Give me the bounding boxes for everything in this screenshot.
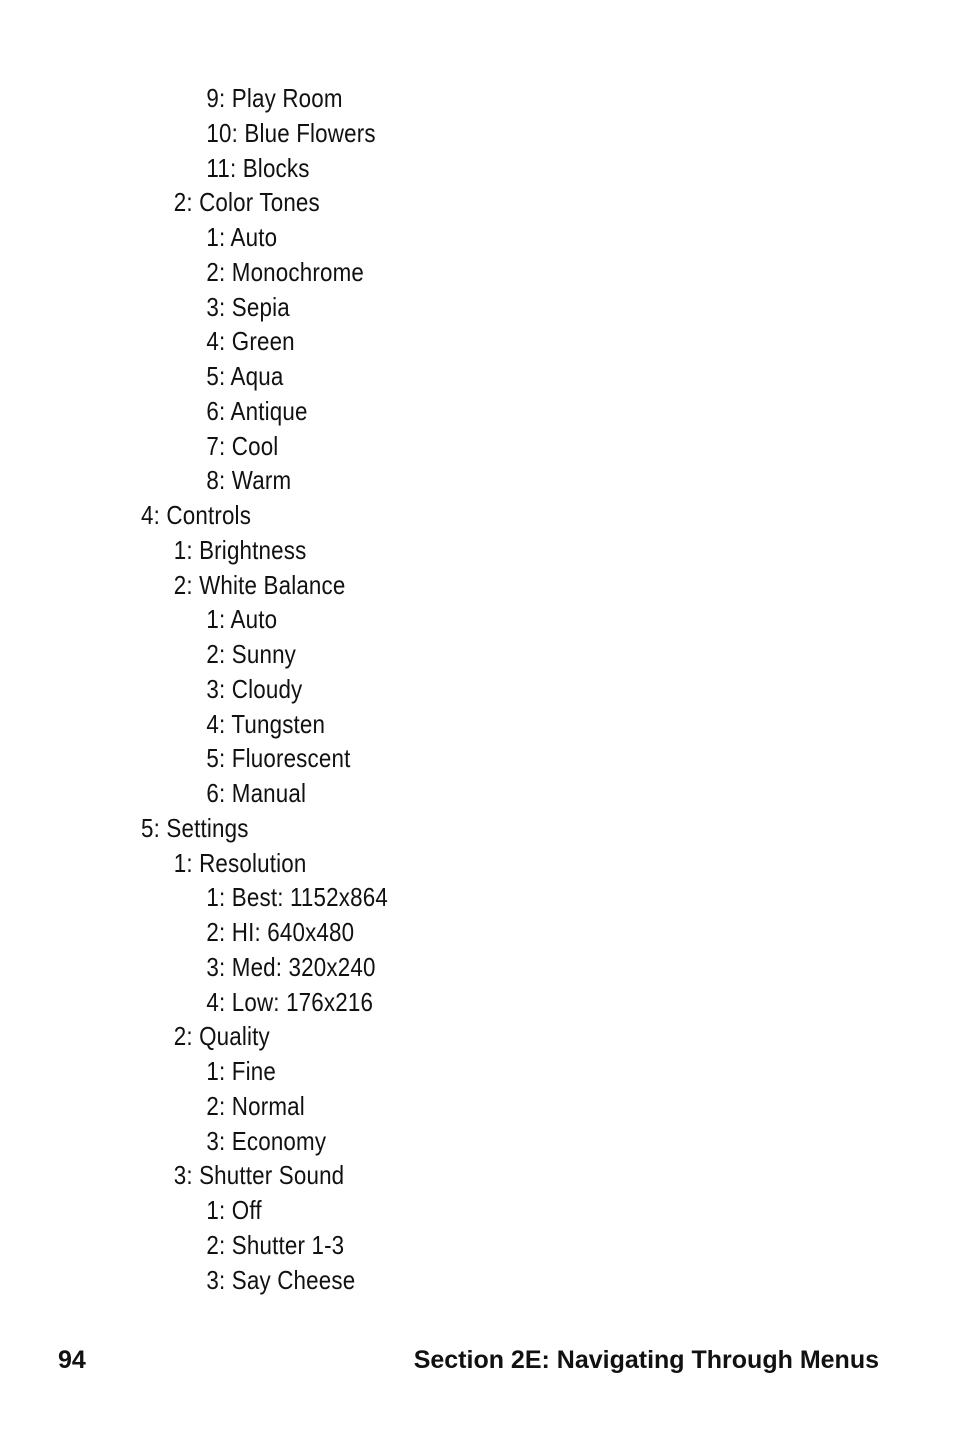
menu-item-level-2: 4: Tungsten (206, 708, 326, 739)
menu-item-level-2: 2: Sunny (206, 639, 297, 669)
page-footer (58, 1340, 879, 1380)
menu-item-level-2: 3: Med: 320x240 (206, 951, 376, 982)
menu-outline (0, 81, 954, 1297)
menu-item-level-2: 1: Auto (206, 604, 278, 635)
menu-item-level-2: 3: Economy (206, 1125, 327, 1156)
menu-item-level-1: 3: Shutter Sound (173, 1160, 345, 1191)
menu-item-level-2: 1: Best: 1152x864 (206, 882, 388, 913)
menu-item-level-2: 2: HI: 640x480 (206, 917, 355, 947)
menu-item-level-1: 2: White Balance (173, 569, 346, 600)
menu-item-level-2: 8: Warm (206, 465, 292, 496)
menu-item-level-1: 1: Resolution (173, 847, 307, 878)
menu-item-level-2: 1: Fine (206, 1056, 276, 1086)
menu-item-level-2: 9: Play Room (206, 83, 343, 113)
menu-item-level-2: 10: Blue Flowers (206, 117, 376, 148)
menu-item-level-2: 2: Shutter 1-3 (206, 1229, 345, 1260)
menu-item-level-2: 3: Cloudy (206, 673, 303, 704)
menu-item-level-0: 5: Settings (141, 812, 249, 843)
menu-item-level-2: 5: Aqua (206, 361, 284, 391)
menu-item-level-2: 3: Say Cheese (206, 1264, 356, 1295)
menu-item-level-2: 7: Cool (206, 430, 279, 461)
menu-item-level-2: 2: Monochrome (206, 256, 364, 287)
menu-item-level-0: 4: Controls (141, 500, 252, 530)
menu-item-level-1: 1: Brightness (173, 534, 307, 565)
menu-item-level-2: 11: Blocks (206, 152, 310, 183)
menu-item-level-2: 1: Auto (206, 222, 278, 252)
menu-item-level-1: 2: Color Tones (173, 187, 320, 218)
menu-item-level-2: 4: Low: 176x216 (206, 986, 374, 1017)
menu-item-level-2: 1: Off (206, 1195, 262, 1225)
page-number: 94 (58, 1346, 86, 1374)
menu-item-level-2: 5: Fluorescent (206, 743, 351, 774)
menu-item-level-2: 4: Green (206, 326, 295, 357)
menu-item-level-2: 2: Normal (206, 1090, 305, 1121)
menu-item-level-2: 6: Antique (206, 395, 308, 426)
menu-item-level-1: 2: Quality (173, 1021, 270, 1052)
section-title: Section 2E: Navigating Through Menus (413, 1346, 879, 1374)
menu-item-level-2: 6: Manual (206, 778, 307, 808)
menu-item-level-2: 3: Sepia (206, 291, 290, 322)
